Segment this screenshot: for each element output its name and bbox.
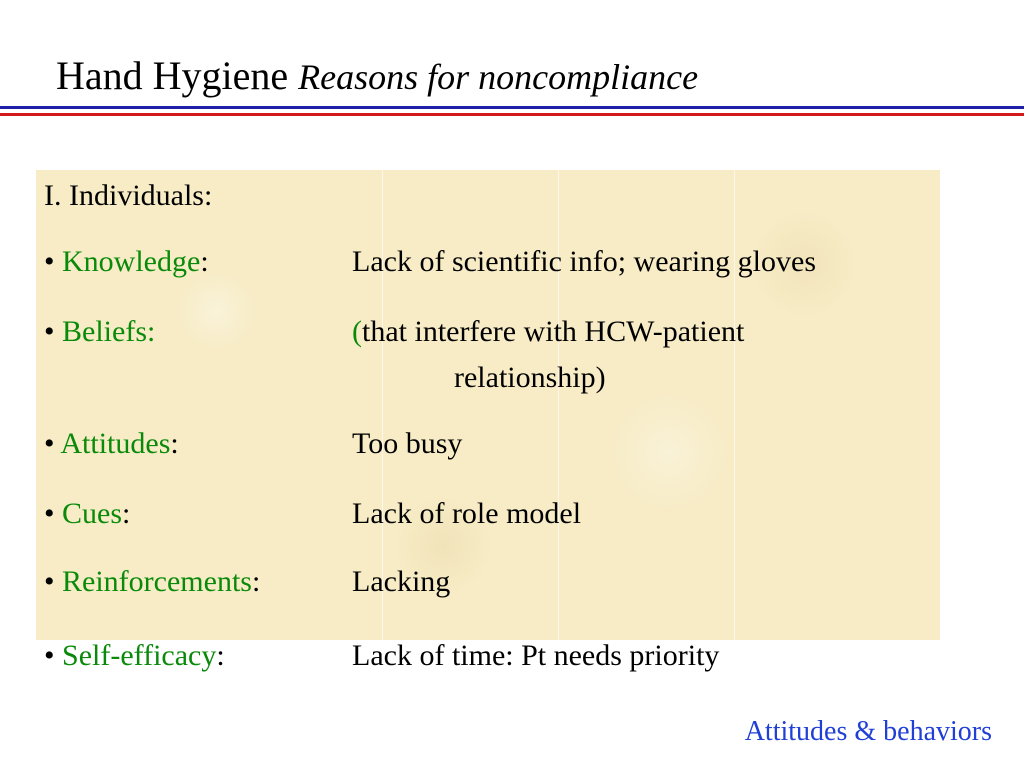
desc-beliefs-paren: ( [352, 315, 362, 348]
desc-self-efficacy: Lack of time: Pt needs priority [352, 639, 720, 672]
desc-beliefs-cont: relationship) [454, 361, 606, 394]
title-rule-blue [0, 106, 1024, 109]
slide-title-main: Hand Hygiene [56, 53, 289, 98]
desc-reinforcements: Lacking [352, 565, 451, 598]
list-item-cues [44, 494, 582, 534]
title-rule-red [0, 113, 1024, 116]
term-colon: : [200, 245, 209, 278]
list-item-self-efficacy [44, 636, 720, 676]
term-attitudes: Attitudes [60, 427, 171, 460]
term-colon: : [251, 565, 261, 598]
bullet: • [44, 245, 55, 278]
slide-title-subtitle: Reasons for noncompliance [298, 57, 699, 97]
term-colon: : [216, 639, 225, 672]
bullet: • [44, 639, 55, 672]
panel-seam [558, 170, 559, 640]
term-self-efficacy: Self-efficacy [62, 639, 217, 672]
term-knowledge: Knowledge [62, 245, 201, 278]
term-colon: : [122, 497, 131, 530]
term-beliefs: Beliefs: [62, 315, 156, 348]
bullet: • [44, 315, 55, 348]
bullet: • [44, 427, 55, 460]
term-colon: : [170, 427, 179, 460]
list-item-reinforcements [44, 562, 451, 602]
desc-beliefs-text: that interfere with HCW-patient [362, 315, 745, 348]
desc-attitudes: Too busy [352, 427, 463, 460]
bullet: • [44, 497, 55, 530]
list-item-knowledge [44, 242, 817, 282]
term-reinforcements: Reinforcements [62, 565, 252, 598]
bullet: • [44, 565, 55, 598]
panel-seam [734, 170, 735, 640]
desc-knowledge: Lack of scientific info; wearing gloves [352, 245, 817, 278]
desc-cues: Lack of role model [352, 497, 582, 530]
list-item-attitudes [44, 424, 463, 464]
list-item-beliefs [44, 312, 745, 394]
slide-title [56, 52, 698, 101]
desc-beliefs [352, 312, 744, 352]
footer-label: Attitudes & behaviors [744, 716, 992, 747]
section-heading: I. Individuals: [44, 179, 213, 212]
term-cues: Cues [62, 497, 123, 530]
